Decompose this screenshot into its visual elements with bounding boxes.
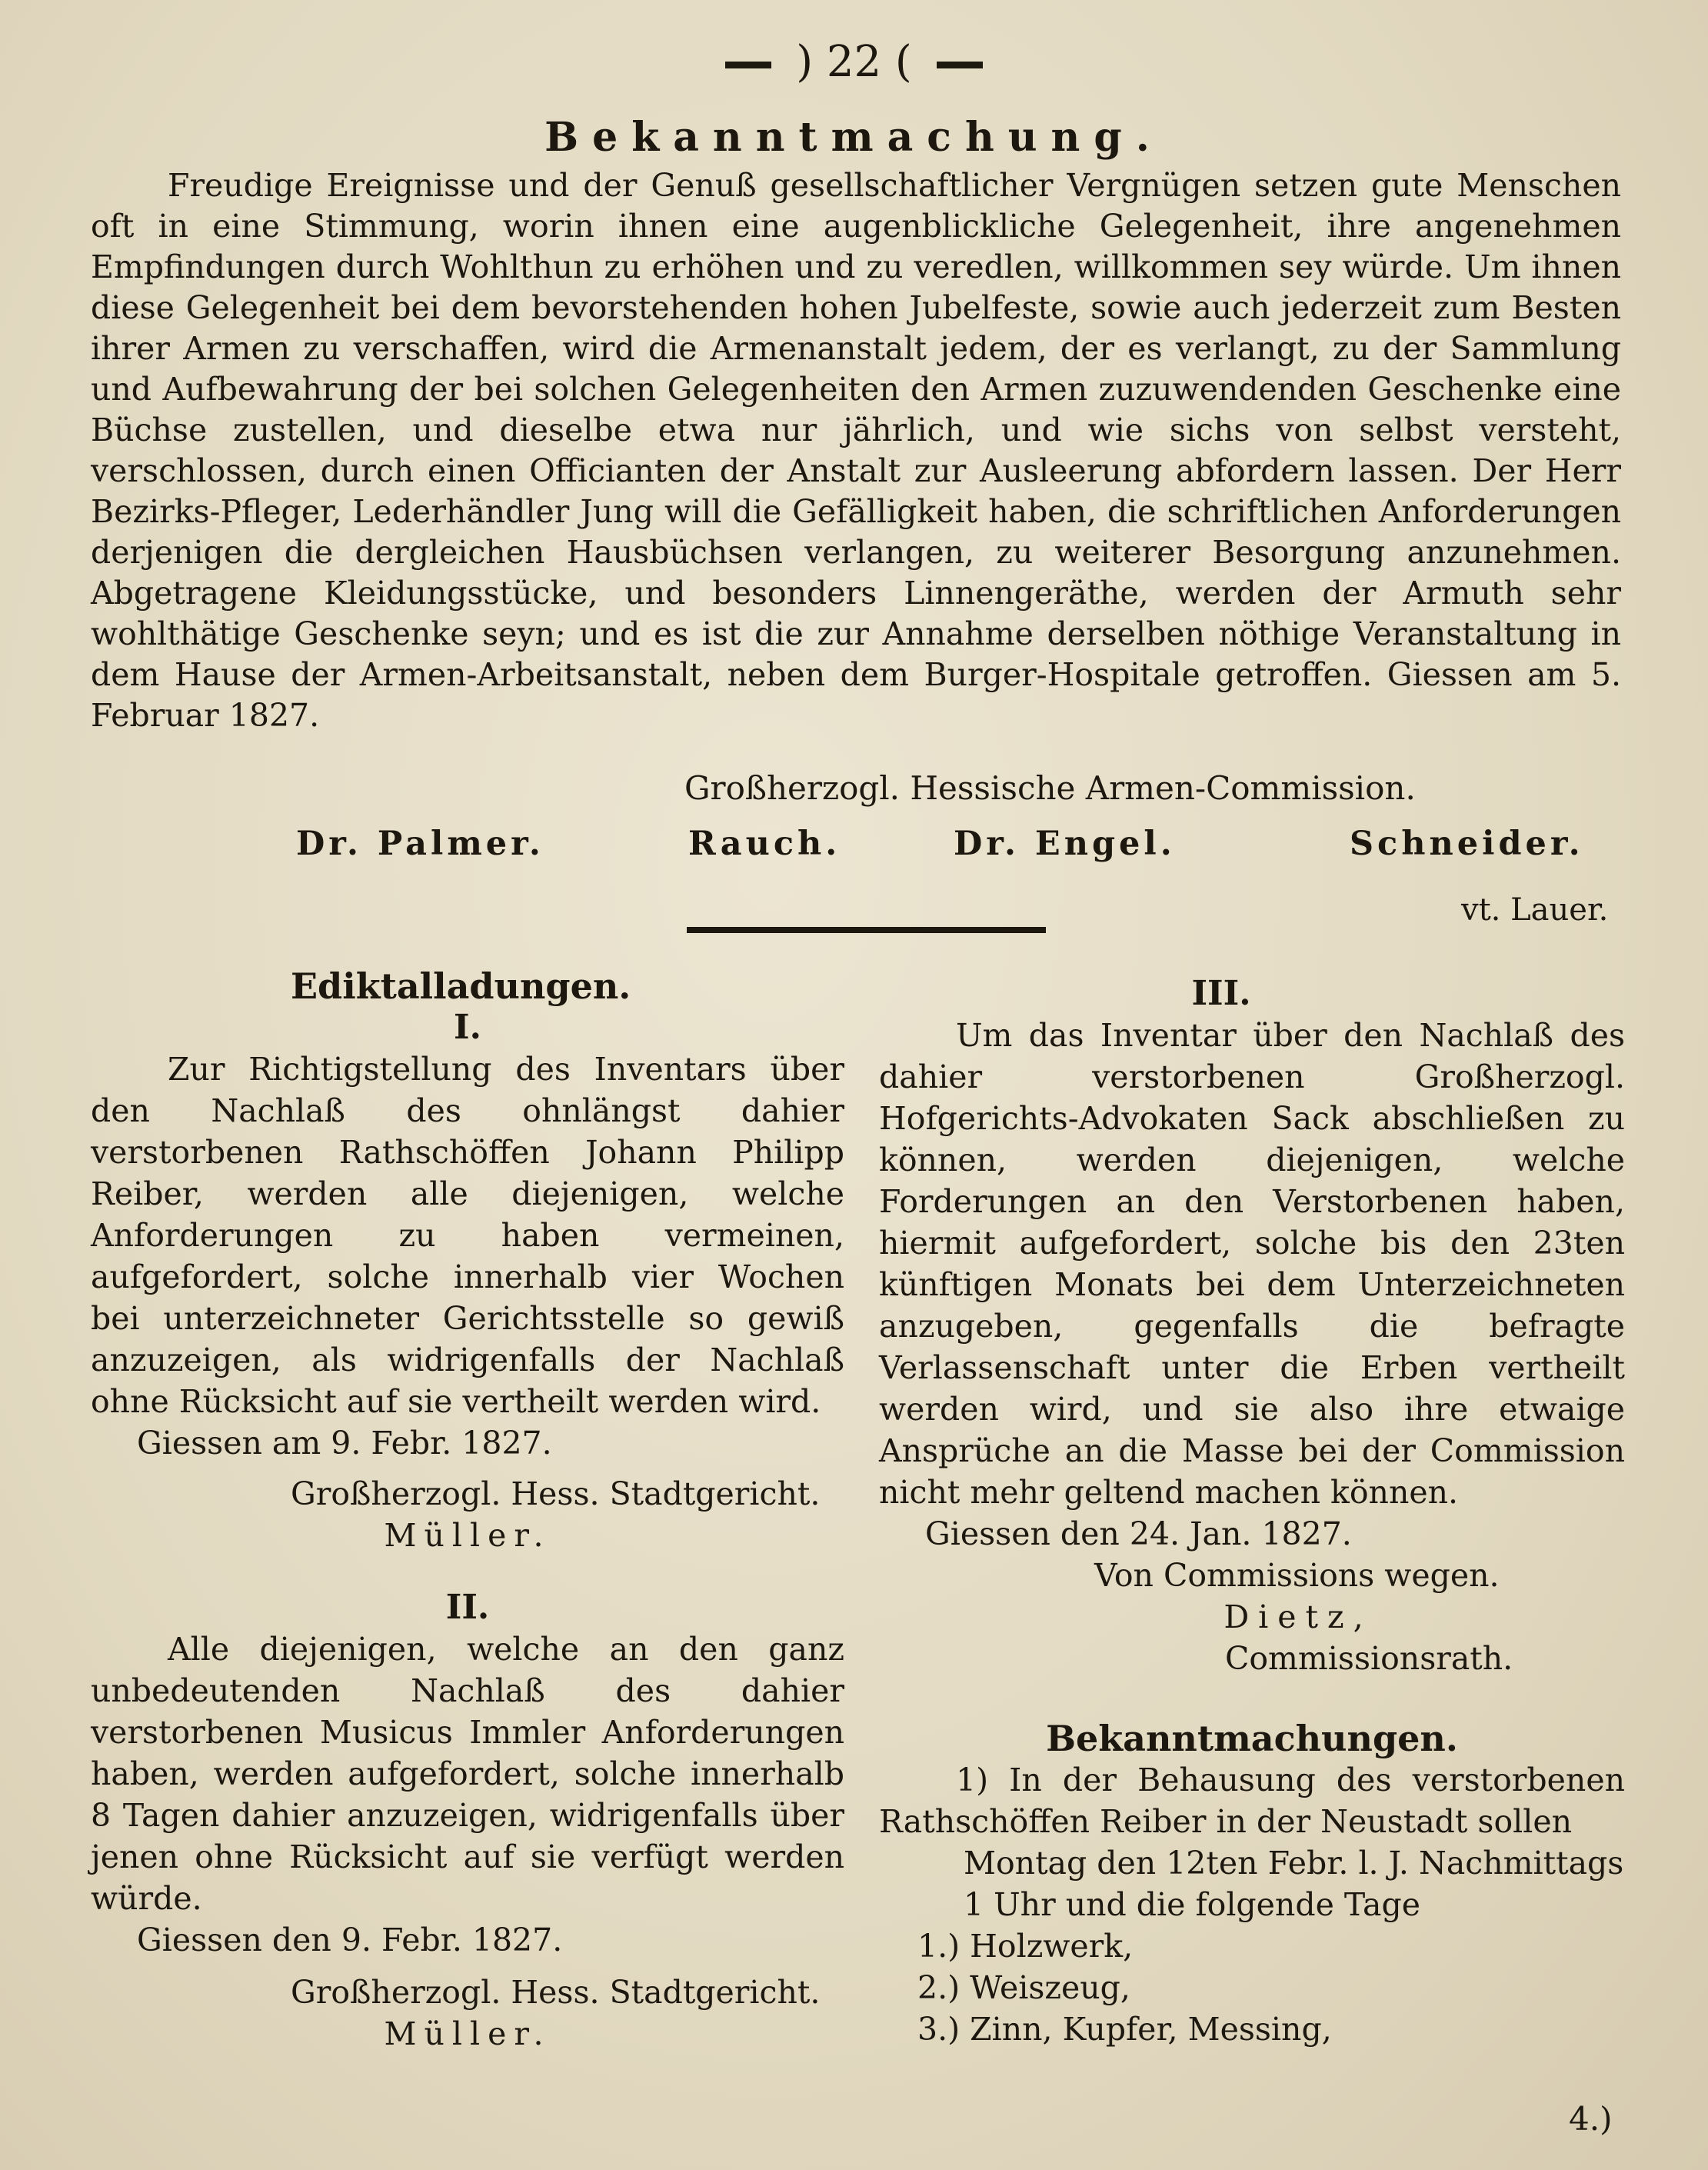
signature-note: vt. Lauer. <box>1461 892 1609 928</box>
header-dash-right <box>937 62 983 68</box>
section-numeral-1: I. <box>454 1008 481 1047</box>
left-column <box>91 965 844 2055</box>
section-divider <box>687 927 1046 933</box>
section-2-text: Alle diejenigen, welche an den ganz unbedeutenden Nachlaß des dahier verstorbenen Musicus Immler Anforderungen haben, werden aufgefordert, solche innerhalb 8 Tagen dahier anzuzeigen, widrigenfalls über jenen ohne Rücksicht auf sie verfügt werden würde. <box>91 1631 844 1917</box>
section-1-signature: Müller. <box>384 1517 551 1554</box>
commission-name: Großherzogl. Hessische Armen-Commission. <box>684 769 1416 807</box>
signature-rauch: Rauch. <box>688 825 841 863</box>
section-3-place-date: Giessen den 24. Jan. 1827. <box>925 1515 1352 1552</box>
header-dash-left <box>725 62 771 68</box>
signature-palmer: Dr. Palmer. <box>296 825 544 863</box>
section-3-signature: Dietz, <box>1224 1598 1373 1635</box>
announcement-1-date: Montag den 12ten Febr. l. J. Nachmittags 1 Uhr und die folgende Tage <box>964 1845 1624 1923</box>
announcement-item-3: 3.) Zinn, Kupfer, Messing, <box>917 2011 1332 2048</box>
section-2-court: Großherzogl. Hess. Stadtgericht. <box>291 1974 821 2011</box>
section-1-place-date: Giessen am 9. Febr. 1827. <box>137 1425 552 1462</box>
catchword: 4.) <box>1569 2100 1613 2138</box>
section-3-authority: Von Commissions wegen. <box>1094 1557 1500 1594</box>
section-3-title: Commissionsrath. <box>1225 1640 1513 1677</box>
right-column <box>879 973 1625 2050</box>
section-1-text: Zur Richtigstellung des Inventars über den Nachlaß des ohnlängst dahier verstorbenen Rathschöffen Johann Philipp Reiber, werden alle diejenigen, welche Anforderungen zu haben vermeinen, aufgefordert, solche innerhalb vier Wochen bei unterzeichneter Gerichtsstelle so gewiß anzuzeigen, als widrigenfalls der Nachlaß ohne Rücksicht auf sie vertheilt werden wird. <box>91 1051 844 1420</box>
signature-schneider: Schneider. <box>1350 825 1584 863</box>
announcements-heading: Bekanntmachungen. <box>1046 1718 1458 1759</box>
section-numeral-3: III. <box>1191 974 1251 1013</box>
announcement-item-1: 1.) Holzwerk, <box>917 1928 1134 1965</box>
announcement-title: Bekanntmachung. <box>544 114 1164 161</box>
announcement-1-text: 1) In der Behausung des verstorbenen Rathschöffen Reiber in der Neustadt sollen <box>879 1762 1625 1840</box>
section-3-text: Um das Inventar über den Nachlaß des dahier verstorbenen Großherzogl. Hofgerichts-Advokaten Sack abschließen zu können, werden diejenigen, welche Forderungen an den Verstorbenen haben, hiermit aufgefordert, solche bis den 23ten künftigen Monats bei dem Unterzeichneten anzugeben, gegenfalls die befragte Verlassenschaft unter die Erben vertheilt werden wird, und sie also ihre etwaige Ansprüche an die Masse bei der Commission nicht mehr geltend machen können. <box>879 1017 1625 1511</box>
edicts-heading: Ediktalladungen. <box>291 965 631 1007</box>
announcement-item-2: 2.) Weiszeug, <box>917 1969 1130 2006</box>
section-2-signature: Müller. <box>384 2015 551 2052</box>
page-header <box>0 37 1708 87</box>
announcement-body: Freudige Ereignisse und der Genuß gesellschaftlicher Vergnügen setzen gute Menschen oft in eine Stimmung, worin ihnen eine augenblickliche Gelegenheit, ihre angenehmen Empfindungen durch Wohlthun zu erhöhen und zu veredlen, willkommen sey würde. Um ihnen diese Gelegenheit bei dem bevorstehenden hohen Jubelfeste, sowie auch jederzeit zum Besten ihrer Armen zu verschaffen, wird die Armenanstalt jedem, der es verlangt, zu der Sammlung und Aufbewahrung der bei solchen Gelegenheiten den Armen zuzuwendenden Geschenke eine Büchse zustellen, und dieselbe etwa nur jährlich, und wie sichs von selbst versteht, verschlossen, durch einen Officianten der Anstalt zur Ausleerung abfordern lassen. Der Herr Bezirks-Pfleger, Lederhändler Jung will die Gefälligkeit haben, die schriftlichen Anforderungen derjenigen die dergleichen Hausbüchsen verlangen, zu weiterer Besorgung anzunehmen. Abgetragene Kleidungsstücke, und besonders Linnengeräthe, werden der Armuth sehr wohlthätige Geschenke seyn; und es ist die zur Annahme derselben nöthige Veranstaltung in dem Hause der Armen-Arbeitsanstalt, neben dem Burger-Hospitale getroffen. Giessen am 5. Februar 1827. <box>91 167 1621 734</box>
page-number: ) 22 ( <box>796 37 912 87</box>
section-1-court: Großherzogl. Hess. Stadtgericht. <box>291 1475 821 1512</box>
section-2-place-date: Giessen den 9. Febr. 1827. <box>137 1922 563 1958</box>
signature-engel: Dr. Engel. <box>954 825 1176 863</box>
section-numeral-2: II. <box>445 1588 490 1627</box>
